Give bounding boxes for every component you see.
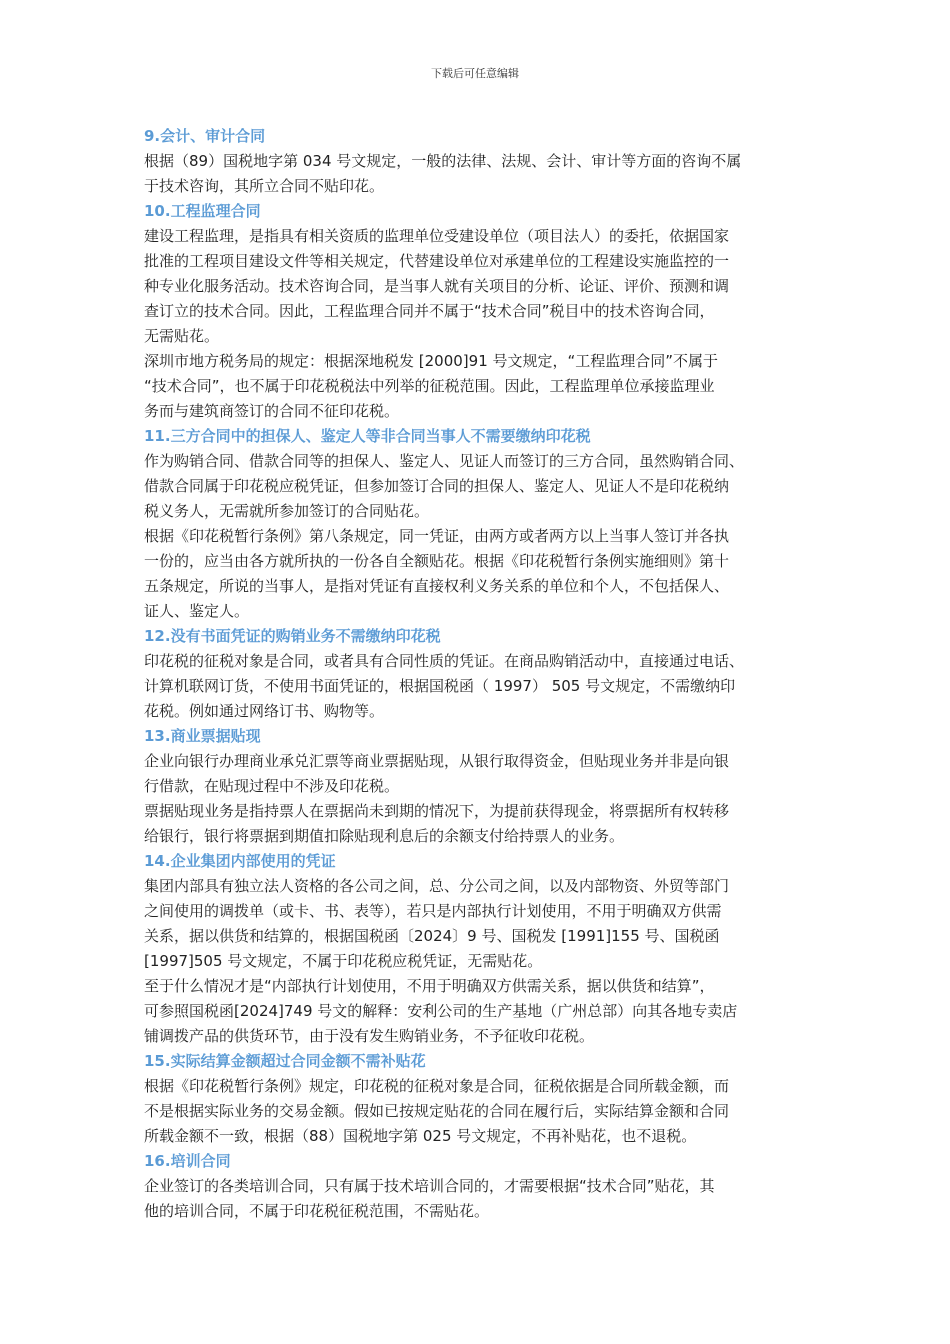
text-line: 不是根据实际业务的交易金额。假如已按规定贴花的合同在履行后，实际结算金额和合同 (144, 1102, 730, 1120)
text-line: 种专业化服务活动。技术咨询合同，是当事人就有关项目的分析、论证、评价、预测和调 (144, 277, 730, 295)
document-body (144, 124, 812, 1224)
text-line: “技术合同”，也不属于印花税税法中列举的征税范围。因此，工程监理单位承接监理业 (144, 377, 715, 395)
text-line: 给银行，银行将票据到期值扣除贴现利息后的余额支付给持票人的业务。 (144, 827, 625, 845)
section-heading: 11.三方合同中的担保人、鉴定人等非合同当事人不需要缴纳印花税 (144, 427, 591, 445)
text-line: 根据《印花税暂行条例》第八条规定，同一凭证，由两方或者两方以上当事人签订并各执 (144, 527, 730, 545)
text-line: 借款合同属于印花税应税凭证，但参加签订合同的担保人、鉴定人、见证人不是印花税纳 (144, 477, 730, 495)
text-line: 集团内部具有独立法人资格的各公司之间，总、分公司之间，以及内部物资、外贸等部门 (144, 877, 730, 895)
text-line: 一份的，应当由各方就所执的一份各自全额贴花。根据《印花税暂行条例实施细则》第十 (144, 552, 730, 570)
text-line: 印花税的征税对象是合同，或者具有合同性质的凭证。在商品购销活动中，直接通过电话、 (144, 652, 745, 670)
text-line: 他的培训合同，不属于印花税征税范围，不需贴花。 (144, 1202, 490, 1220)
section (144, 849, 812, 1049)
text-line: 所载金额不一致，根据（88）国税地字第 025 号文规定，不再补贴花，也不退税。 (144, 1127, 697, 1145)
text-line: [1997]505 号文规定，不属于印花税应税凭证，无需贴花。 (144, 952, 543, 970)
section-heading: 15.实际结算金额超过合同金额不需补贴花 (144, 1052, 426, 1070)
paragraph (144, 799, 812, 849)
paragraph (144, 224, 812, 349)
section-heading: 10.工程监理合同 (144, 202, 261, 220)
section (144, 124, 812, 199)
text-line: 票据贴现业务是指持票人在票据尚未到期的情况下，为提前获得现金，将票据所有权转移 (144, 802, 730, 820)
text-line: 根据（89）国税地字第 034 号文规定，一般的法律、法规、会计、审计等方面的咨询不属 (144, 152, 742, 170)
text-line: 批准的工程项目建设文件等相关规定，代替建设单位对承建单位的工程建设实施监控的一 (144, 252, 730, 270)
paragraph (144, 149, 812, 199)
text-line: 无需贴花。 (144, 327, 220, 345)
section-heading: 12.没有书面凭证的购销业务不需缴纳印花税 (144, 627, 441, 645)
text-line: 建设工程监理，是指具有相关资质的监理单位受建设单位（项目法人）的委托，依据国家 (144, 227, 730, 245)
section-heading: 9.会计、审计合同 (144, 127, 266, 145)
section (144, 199, 812, 424)
paragraph (144, 974, 812, 1049)
paragraph (144, 874, 812, 974)
text-line: 深圳市地方税务局的规定：根据深地税发 [2000]91 号文规定，“工程监理合同”不属于 (144, 352, 719, 370)
section (144, 624, 812, 724)
paragraph (144, 524, 812, 624)
section (144, 1149, 812, 1224)
text-line: 铺调拨产品的供货环节，由于没有发生购销业务，不予征收印花税。 (144, 1027, 595, 1045)
section (144, 1049, 812, 1149)
paragraph (144, 649, 812, 724)
paragraph (144, 349, 812, 424)
section-heading: 14.企业集团内部使用的凭证 (144, 852, 336, 870)
text-line: 行借款，在贴现过程中不涉及印花税。 (144, 777, 400, 795)
text-line: 计算机联网订货，不使用书面凭证的，根据国税函（ 1997） 505 号文规定，不需缴纳印 (144, 677, 736, 695)
section (144, 724, 812, 849)
text-line: 查订立的技术合同。因此，工程监理合同并不属于“技术合同”税目中的技术咨询合同， (144, 302, 715, 320)
text-line: 税义务人，无需就所参加签订的合同贴花。 (144, 502, 430, 520)
text-line: 作为购销合同、借款合同等的担保人、鉴定人、见证人而签订的三方合同，虽然购销合同、 (144, 452, 745, 470)
text-line: 于技术咨询，其所立合同不贴印花。 (144, 177, 385, 195)
section (144, 424, 812, 624)
paragraph (144, 1174, 812, 1224)
paragraph (144, 749, 812, 799)
text-line: 关系，据以供货和结算的，根据国税函〔2024〕9 号、国税发 [1991]155 号、国税函 (144, 927, 720, 945)
text-line: 之间使用的调拨单（或卡、书、表等），若只是内部执行计划使用，不用于明确双方供需 (144, 902, 722, 920)
text-line: 花税。例如通过网络订书、购物等。 (144, 702, 385, 720)
paragraph (144, 449, 812, 524)
page-header: 下载后可任意编辑 (431, 67, 519, 80)
text-line: 企业签订的各类培训合同，只有属于技术培训合同的，才需要根据“技术合同”贴花，其 (144, 1177, 715, 1195)
text-line: 五条规定，所说的当事人，是指对凭证有直接权利义务关系的单位和个人，不包括保人、 (144, 577, 730, 595)
text-line: 务而与建筑商签订的合同不征印花税。 (144, 402, 400, 420)
text-line: 可参照国税函[2024]749 号文的解释：安利公司的生产基地（广州总部）向其各地专卖店 (144, 1002, 738, 1020)
text-line: 根据《印花税暂行条例》规定，印花税的征税对象是合同，征税依据是合同所载金额，而 (144, 1077, 730, 1095)
section-heading: 13.商业票据贴现 (144, 727, 261, 745)
paragraph (144, 1074, 812, 1149)
text-line: 证人、鉴定人。 (144, 602, 250, 620)
section-heading: 16.培训合同 (144, 1152, 231, 1170)
text-line: 至于什么情况才是“内部执行计划使用，不用于明确双方供需关系，据以供货和结算”， (144, 977, 715, 995)
text-line: 企业向银行办理商业承兑汇票等商业票据贴现，从银行取得资金，但贴现业务并非是向银 (144, 752, 730, 770)
